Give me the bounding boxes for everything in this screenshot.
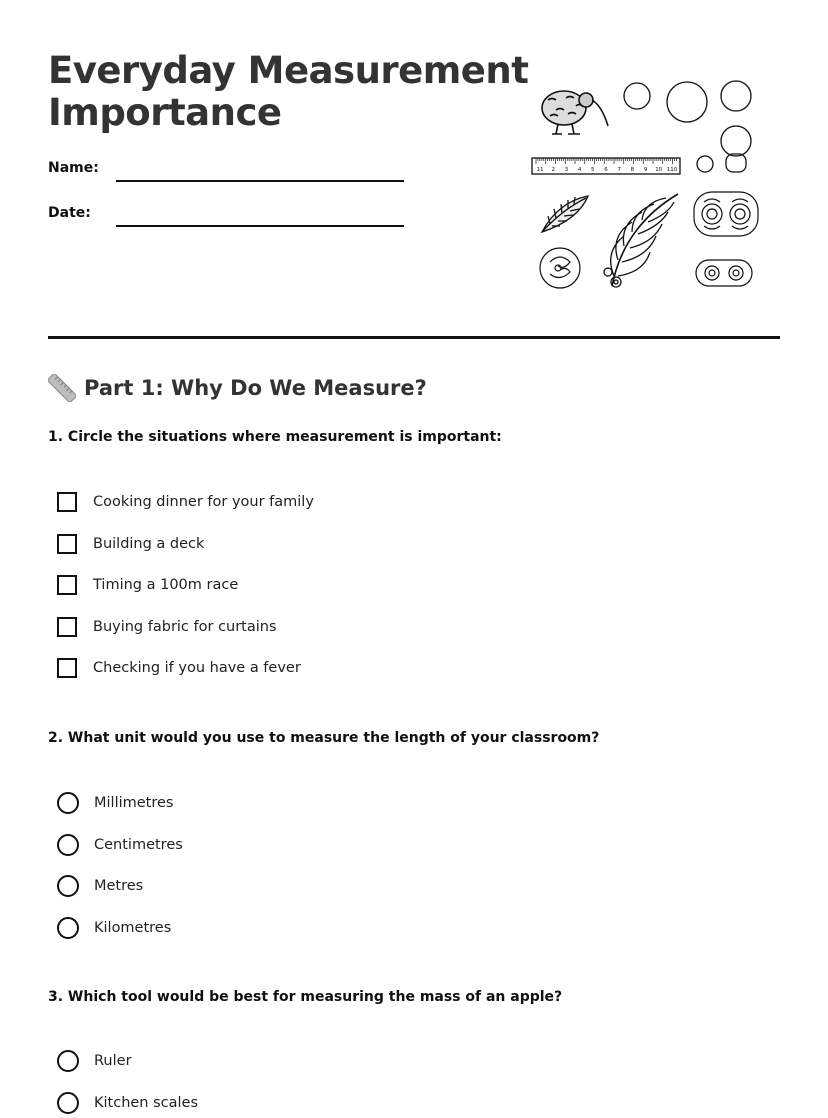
q1-option-label: Cooking dinner for your family (93, 494, 314, 510)
ruler-number: 3 (564, 167, 569, 173)
q1-option-label: Checking if you have a fever (93, 660, 301, 676)
ruler-number: 6 (604, 167, 608, 173)
question-3: 3. Which tool would be best for measuring the mass of an apple? (48, 989, 563, 1005)
q2-option[interactable] (57, 875, 143, 897)
q2-option-label: Metres (94, 878, 144, 894)
ruler-number: 5 (591, 167, 595, 173)
ruler-number: 110 (666, 167, 678, 173)
ruler-number: 9 (643, 167, 648, 173)
ruler-icon (48, 374, 76, 402)
name-line[interactable] (116, 180, 404, 182)
ruler-number: 4 (577, 167, 582, 173)
radio-button[interactable] (57, 1092, 79, 1114)
q1-option[interactable] (57, 658, 301, 678)
title-line-2: Importance (48, 91, 282, 134)
title-line-1: Everyday Measurement (48, 49, 529, 92)
ruler-icon (532, 158, 680, 174)
part1-heading-text: Part 1: Why Do We Measure? (84, 376, 427, 400)
radio-button[interactable] (57, 917, 79, 939)
checkbox[interactable] (57, 492, 77, 512)
fern-leaf-icon (542, 194, 678, 287)
q3-option-label: Kitchen scales (94, 1094, 199, 1111)
q1-option[interactable] (57, 575, 238, 595)
q1-option-label: Building a deck (93, 535, 205, 552)
q2-option-label: Centimetres (94, 836, 183, 853)
radio-button[interactable] (57, 875, 79, 897)
q3-option[interactable] (57, 1092, 198, 1114)
ruler-number: 2 (551, 167, 555, 173)
q1-option[interactable] (57, 492, 314, 512)
q2-option-label: Kilometres (94, 919, 172, 936)
date-line[interactable] (116, 225, 404, 227)
q3-option-label: Ruler (94, 1053, 132, 1069)
checkbox[interactable] (57, 575, 77, 595)
radio-button[interactable] (57, 792, 79, 814)
q1-option[interactable] (57, 534, 204, 554)
radio-button[interactable] (57, 1050, 79, 1072)
name-label: Name: (48, 160, 99, 176)
ruler-number: 11 (536, 167, 544, 173)
section-divider (48, 336, 780, 339)
date-label: Date: (48, 205, 91, 221)
q2-option[interactable] (57, 834, 183, 856)
checkbox[interactable] (57, 534, 77, 554)
worksheet-title (48, 50, 528, 134)
ruler-number: 7 (617, 167, 621, 173)
q3-option[interactable] (57, 1050, 132, 1072)
checkbox[interactable] (57, 658, 77, 678)
q2-option[interactable] (57, 792, 173, 814)
question-2: 2. What unit would you use to measure the length of your classroom? (48, 730, 600, 746)
checkbox[interactable] (57, 617, 77, 637)
q1-option-label: Buying fabric for curtains (93, 618, 277, 635)
part1-heading (48, 374, 427, 402)
q1-option[interactable] (57, 617, 277, 637)
question-1: 1. Circle the situations where measurement is important: (48, 429, 502, 445)
radio-button[interactable] (57, 834, 79, 856)
q2-option-label: Millimetres (94, 795, 174, 811)
decorative-illustration (528, 76, 768, 298)
q1-option-label: Timing a 100m race (93, 577, 239, 593)
q2-option[interactable] (57, 917, 171, 939)
ruler-number: 8 (630, 167, 635, 173)
ruler-number: 10 (655, 167, 663, 173)
kiwi-bird-icon (542, 91, 608, 134)
